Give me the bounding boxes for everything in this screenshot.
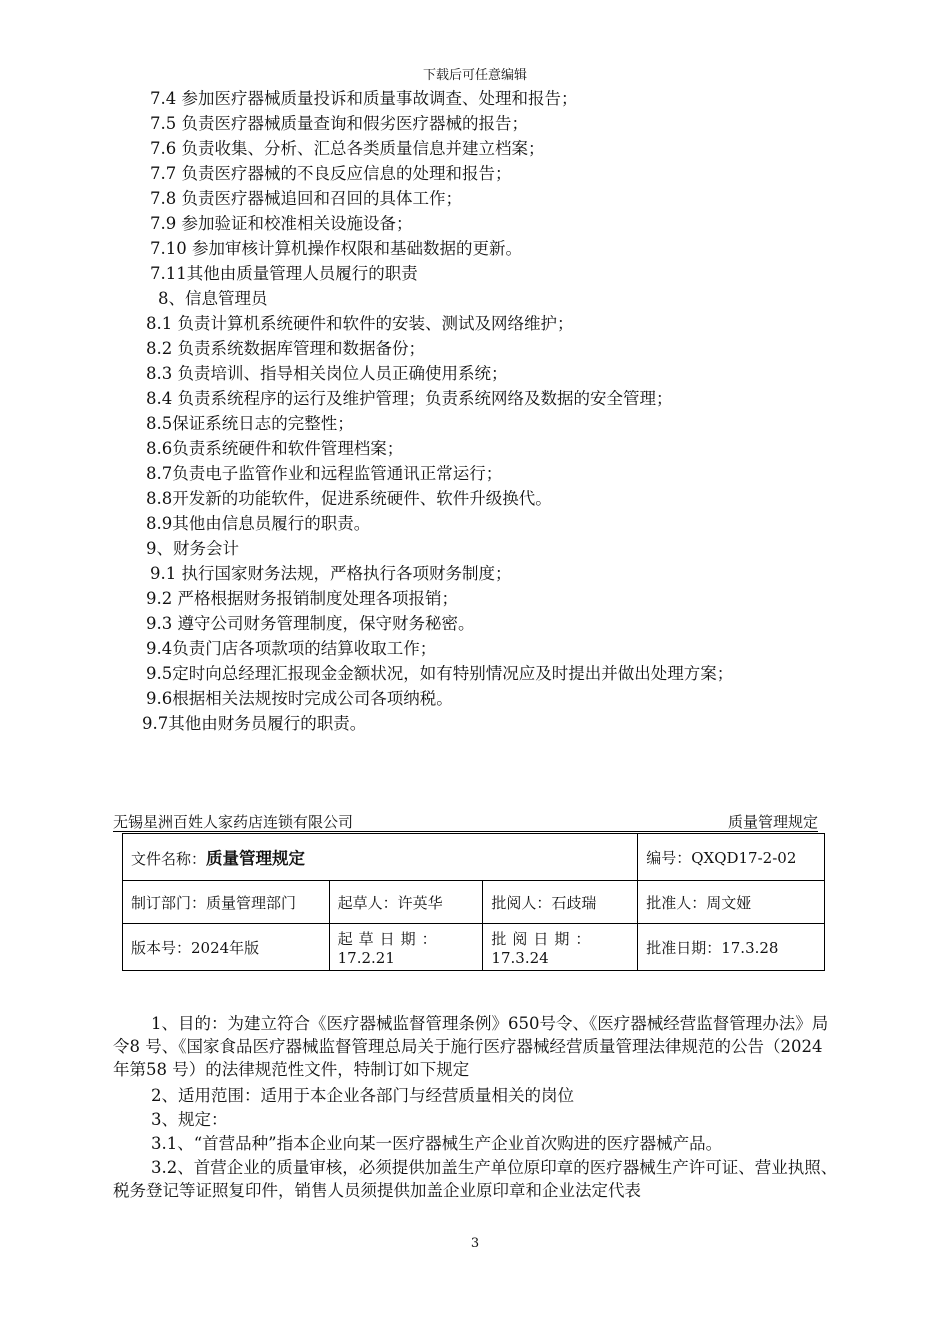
company-name: 无锡星洲百姓人家药店连锁有限公司 [113, 813, 354, 831]
list-item: 8.7负责电子监管作业和远程监管通讯正常运行； [146, 464, 503, 483]
review-date-cell: 批阅日期： 17.3.24 [483, 924, 638, 971]
section-heading: 8、信息管理员 [158, 289, 268, 308]
dept-cell: 制订部门：质量管理部门 [123, 881, 330, 924]
list-item: 9.2 严格根据财务报销制度处理各项报销； [146, 589, 458, 608]
list-item: 8.5保证系统日志的完整性； [146, 414, 354, 433]
list-item: 7.6 负责收集、分析、汇总各类质量信息并建立档案； [150, 139, 545, 158]
version-cell: 版本号：2024年版 [123, 924, 330, 971]
list-item: 7.8 负责医疗器械追回和召回的具体工作； [150, 189, 462, 208]
list-item: 7.4 参加医疗器械质量投诉和质量事故调查、处理和报告； [150, 89, 578, 108]
list-item: 8.8开发新的功能软件，促进系统硬件、软件升级换代。 [146, 489, 552, 508]
document-info-table [122, 833, 825, 971]
drafter-cell: 起草人：许英华 [329, 881, 483, 924]
rule-paragraph: 3.2、首营企业的质量审核，必须提供加盖生产单位原印章的医疗器械生产许可证、营业执照、税务登记等证照复印件，销售人员须提供加盖企业原印章和企业法定代表 [113, 1158, 838, 1200]
list-item: 7.11其他由质量管理人员履行的职责 [150, 264, 418, 283]
section-heading: 9、财务会计 [146, 539, 239, 558]
list-item: 8.1 负责计算机系统硬件和软件的安装、测试及网络维护； [146, 314, 574, 333]
list-item: 8.3 负责培训、指导相关岗位人员正确使用系统； [146, 364, 508, 383]
list-item: 9.7其他由财务员履行的职责。 [142, 714, 367, 733]
scope-paragraph: 2、适用范围：适用于本企业各部门与经营质量相关的岗位 [151, 1086, 574, 1105]
file-name-cell: 文件名称：质量管理规定 [123, 834, 638, 881]
doc-code: 编号：QXQD17-2-02 [638, 834, 825, 881]
draft-date-cell: 起草日期： 17.2.21 [329, 924, 483, 971]
list-item: 7.10 参加审核计算机操作权限和基础数据的更新。 [150, 239, 522, 258]
list-item: 7.5 负责医疗器械质量查询和假劣医疗器械的报告； [150, 114, 528, 133]
purpose-paragraph: 1、目的：为建立符合《医疗器械监督管理条例》650号令、《医疗器械经营监督管理办法》局令8 号、《国家食品医疗器械监督管理总局关于施行医疗器械经营质量管理法律规范的公告（2024年第58 号）的法律规范性文件，特制订如下规定 [113, 1014, 829, 1079]
list-item: 8.9其他由信息员履行的职责。 [146, 514, 371, 533]
file-name: 质量管理规定 [206, 849, 306, 868]
download-note: 下载后可任意编辑 [422, 68, 527, 83]
rules-heading: 3、规定： [151, 1110, 228, 1129]
list-item: 9.1 执行国家财务法规，严格执行各项财务制度； [150, 564, 512, 583]
approver-cell: 批准人：周文娅 [638, 881, 825, 924]
header-divider [113, 831, 818, 832]
list-item: 9.5定时向总经理汇报现金金额状况，如有特别情况应及时提出并做出处理方案； [146, 664, 734, 683]
list-item: 8.4 负责系统程序的运行及维护管理；负责系统网络及数据的安全管理； [146, 389, 673, 408]
list-item: 9.4负责门店各项款项的结算收取工作； [146, 639, 437, 658]
list-item: 9.3 遵守公司财务管理制度，保守财务秘密。 [146, 614, 475, 633]
rule-paragraph: 3.1、“首营品种”指本企业向某一医疗器械生产企业首次购进的医疗器械产品。 [151, 1134, 723, 1153]
list-item: 7.7 负责医疗器械的不良反应信息的处理和报告； [150, 164, 512, 183]
list-item: 7.9 参加验证和校准相关设施设备； [150, 214, 413, 233]
document-type: 质量管理规定 [727, 813, 818, 831]
list-item: 9.6根据相关法规按时完成公司各项纳税。 [146, 689, 453, 708]
approve-date-cell: 批准日期：17.3.28 [638, 924, 825, 971]
list-item: 8.6负责系统硬件和软件管理档案； [146, 439, 404, 458]
reviewer-cell: 批阅人：石歧瑞 [483, 881, 638, 924]
page-number: 3 [470, 1236, 480, 1251]
list-item: 8.2 负责系统数据库管理和数据备份； [146, 339, 425, 358]
document-header [113, 809, 818, 831]
